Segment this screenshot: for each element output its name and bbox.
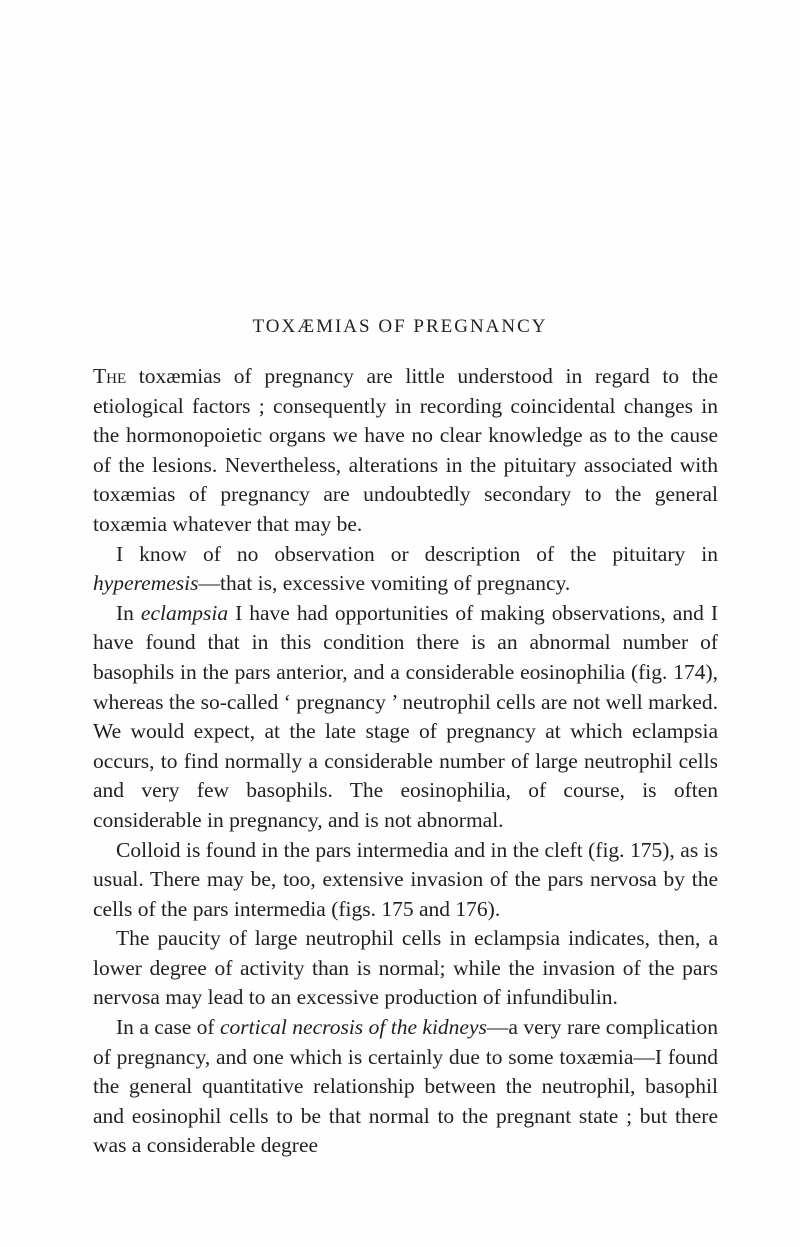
chapter-heading: TOXÆMIAS OF PREGNANCY	[252, 316, 548, 337]
body-text	[93, 362, 718, 1161]
term-of-the-kidneys: of the kidneys	[368, 1015, 487, 1040]
term-eclampsia: eclampsia	[140, 600, 229, 625]
paragraph-6-pre: In a case of	[116, 1015, 221, 1040]
paragraph-5	[93, 924, 718, 1013]
paragraph-lead-word: The	[93, 364, 127, 388]
paragraph-4-text: Colloid is found in the pars intermedia and in the cleft (fig. 175), as is usual. There may be, too, extensive invasion of the pars nervosa by the cells of the pars intermedia (figs. 175 and 176).	[93, 837, 718, 921]
paragraph-1-text: toxæmias of pregnancy are little understood in regard to the etiological factors ; consequently in recording coincidental changes in the hormonopoietic organs we have no clear knowledge as to the cause of the lesions. Nevertheless, alterations in the pituitary associated with toxæmias of pregnancy are undoubtedly secondary to the general toxæmia whatever that may be.	[93, 364, 718, 536]
paragraph-3-post: I have had opportunities of making observations, and I have found that in this condition there is an abnormal number of basophils in the pars anterior, and a considerable eosinophilia (fig. 174), whereas the so-called ‘ pregnancy ’ neutrophil cells are not well marked. We would expect, at the late stage of pregnancy at which eclampsia occurs, to find normally a considerable number of large neutrophil cells and very few basophils. The eosinophilia, of course, is often considerable in pregnancy, and is not abnormal.	[93, 600, 718, 832]
paragraph-3-pre: In	[116, 600, 141, 625]
term-hyperemesis: hyperemesis	[93, 571, 199, 596]
paragraph-2	[93, 540, 718, 599]
paragraph-3	[93, 599, 718, 836]
paragraph-6	[93, 1013, 718, 1161]
term-cortical-necrosis: cortical necrosis	[220, 1015, 364, 1040]
paragraph-6-post: —a very rare complication of pregnancy, and one which is certainly due to some toxæmia—I found the general quantitative relationship between the neutrophil, basophil and eosinophil cells to be that normal to the pregnant state ; but there was a considerable degree	[93, 1015, 719, 1158]
paragraph-2-post: —that is, excessive vomiting of pregnancy.	[198, 571, 571, 596]
paragraph-5-text: The paucity of large neutrophil cells in eclampsia indicates, then, a lower degree of activity than is normal; while the invasion of the pars nervosa may lead to an excessive production of infundibulin.	[93, 926, 718, 1010]
paragraph-1	[93, 362, 718, 540]
paragraph-2-pre: I know of no observation or description of the pituitary in	[116, 541, 718, 566]
paragraph-4	[93, 836, 718, 925]
